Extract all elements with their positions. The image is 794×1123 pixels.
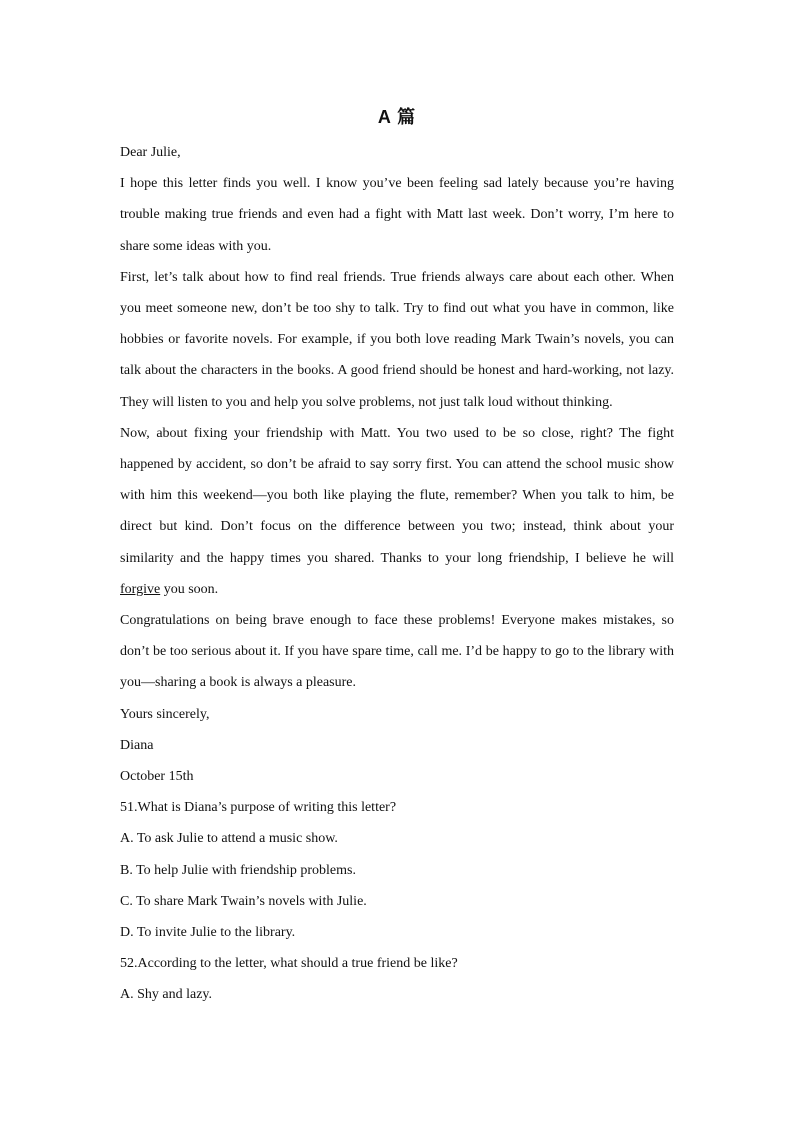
paragraph-3-text-before: Now, about fixing your friendship with Matt. You two used to be so close, right? The fight happened by accident, so don’t be afraid to say sorry first. You can attend the school music show with him this weekend—you both like playing the flute, remember? When you talk to him, be direct but kind. Don’t focus on the difference between you two; instead, think about your similarity and the happy times you shared. Thanks to your long friendship, I believe he will [120,425,674,566]
letter-date: October 15th [120,769,194,785]
letter-signature: Diana [120,737,154,753]
letter-paragraph-3 [120,418,674,605]
question-52-option-a: A. Shy and lazy. [120,987,213,1003]
letter-paragraph-2: First, let’s talk about how to find real friends. True friends always care about each other. When you meet someone new, don’t be too shy to talk. Try to find out what you have in common, like hobbies or favorite novels. For example, if you both love reading Mark Twain’s novels, you can talk about the characters in the books. A good friend should be honest and hard-working, not lazy. They will listen to you and help you solve problems, not just talk loud without thinking. [120,269,674,410]
section-title: A 篇 [377,107,417,127]
passage-body [120,137,674,1011]
question-51-option-a: A. To ask Julie to attend a music show. [120,831,338,847]
letter-paragraph-4: Congratulations on being brave enough to face these problems! Everyone makes mistakes, so don’t be too serious about it. If you have spare time, call me. I’d be happy to go to the library with you—sharing a book is always a pleasure. [120,613,674,691]
underlined-word-forgive: forgive [120,581,161,597]
letter-greeting: Dear Julie, [120,145,181,160]
paragraph-3-text-after: you soon. [160,581,219,597]
question-51-option-c: C. To share Mark Twain’s novels with Julie. [120,893,367,909]
question-52-stem: 52.According to the letter, what should a true friend be like? [120,956,458,972]
question-51-option-d: D. To invite Julie to the library. [120,925,296,941]
question-51-stem: 51.What is Diana’s purpose of writing this letter? [120,800,397,816]
question-51-option-b: B. To help Julie with friendship problems. [120,862,356,878]
letter-paragraph-1: I hope this letter finds you well. I know you’ve been feeling sad lately because you’re having trouble making true friends and even had a fight with Matt last week. Don’t worry, I’m here to share some ideas with you. [120,176,674,254]
letter-closing: Yours sincerely, [120,706,210,722]
